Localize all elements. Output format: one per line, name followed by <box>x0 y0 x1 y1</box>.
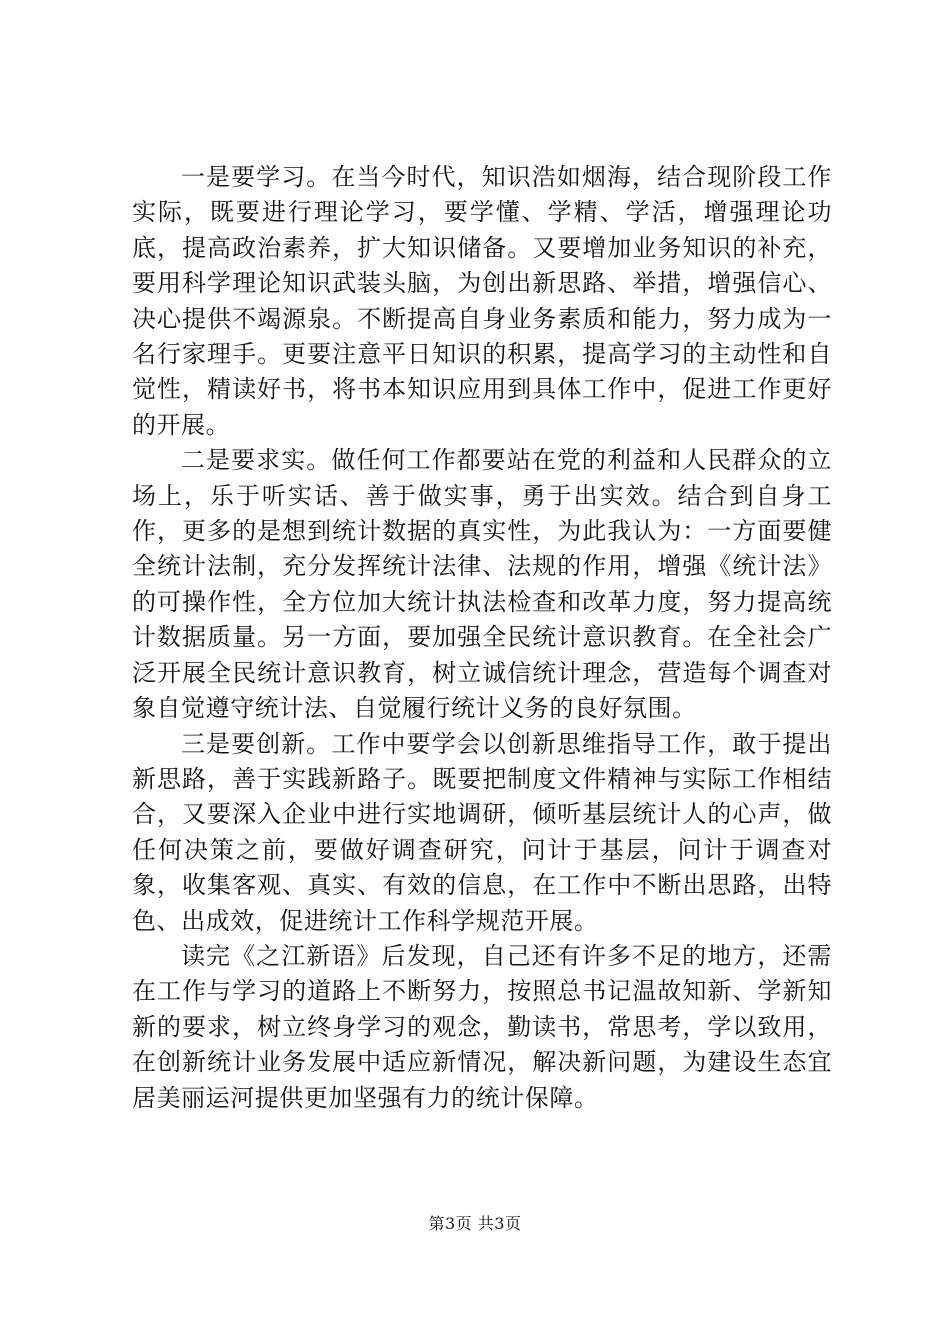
paragraph-conclusion: 读完《之江新语》后发现，自己还有许多不足的地方，还需在工作与学习的道路上不断努力，按照总书记温故知新、学新知新的要求，树立终身学习的观念，勤读书，常思考，学以致用，在创新统计业务发展中适应新情况，解决新问题，为建设生态宜居美丽运河提供更加坚强有力的统计保障。 <box>132 941 832 1112</box>
paragraph-study: 一是要学习。在当今时代，知识浩如烟海，结合现阶段工作实际，既要进行理论学习，要学懂、学精、学活，增强理论功底，提高政治素养，扩大知识储备。又要增加业务知识的补充，要用科学理论知识武装头脑，为创出新思路、举措，增强信心、决心提供不竭源泉。不断提高自身业务素质和能力，努力成为一名行家理手。更要注意平日知识的积累，提高学习的主动性和自觉性，精读好书，将书本知识应用到具体工作中，促进工作更好的开展。 <box>132 163 832 439</box>
document-body <box>132 160 832 1116</box>
paragraph-pragmatism: 二是要求实。做任何工作都要站在党的利益和人民群众的立场上，乐于听实话、善于做实事，勇于出实效。结合到自身工作，更多的是想到统计数据的真实性，为此我认为：一方面要健全统计法制，充分发挥统计法律、法规的作用，增强《统计法》的可操作性，全方位加大统计执法检查和改革力度，努力提高统计数据质量。另一方面，要加强全民统计意识教育。在全社会广泛开展全民统计意识教育，树立诚信统计理念，营造每个调查对象自觉遵守统计法、自觉履行统计义务的良好氛围。 <box>132 446 832 723</box>
page-number-footer: 第3页 共3页 <box>428 1214 522 1233</box>
paragraph-innovation: 三是要创新。工作中要学会以创新思维指导工作，敢于提出新思路，善于实践新路子。既要把制度文件精神与实际工作相结合，又要深入企业中进行实地调研，倾听基层统计人的心声，做任何决策之前，要做好调查研究，问计于基层，问计于调查对象，收集客观、真实、有效的信息，在工作中不断出思路，出特色、出成效，促进统计工作科学规范开展。 <box>132 729 832 935</box>
